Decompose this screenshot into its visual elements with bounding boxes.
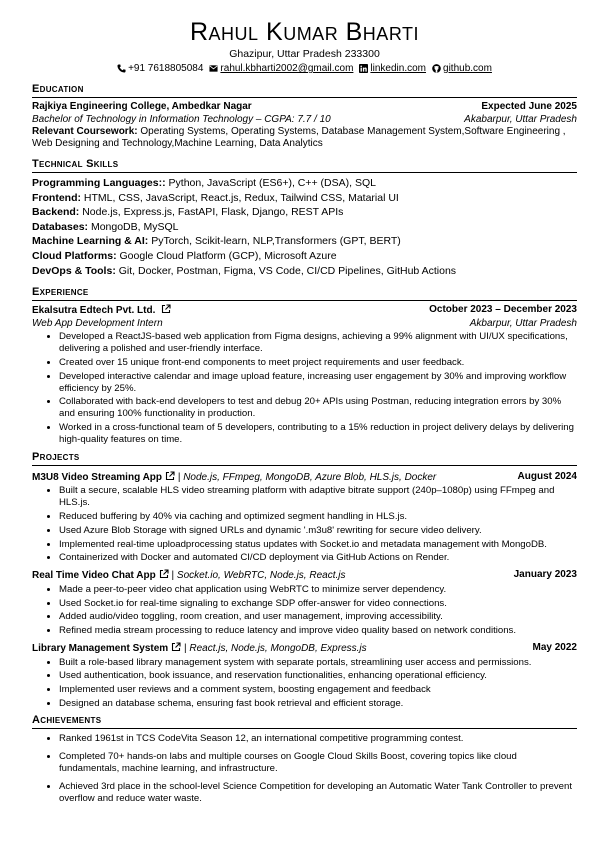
project-header <box>32 642 577 656</box>
skill-label: Machine Learning & AI: <box>32 235 149 248</box>
list-item: • Added audio/video toggling, room creation, and user management, improving accessibility. <box>59 611 577 623</box>
skill-value: Node.js, Express.js, FastAPI, Flask, Django, REST APIs <box>82 206 344 219</box>
project-tech: Socket.io, WebRTC, Node.js, React.js <box>176 570 346 582</box>
skill-label: Databases: <box>32 220 89 233</box>
envelope-icon <box>209 64 218 73</box>
github-contact[interactable] <box>432 62 492 75</box>
company-name: Ekalsutra Edtech Pvt. Ltd. <box>32 305 156 317</box>
project-name: Library Management System <box>32 643 169 655</box>
skill-label: Programming Languages:: <box>32 177 166 189</box>
contact-line <box>32 62 577 75</box>
list-item: • Built a role-based library management system with separate portals, streamlining user access and permissions. <box>59 657 577 669</box>
skill-value: Python, JavaScript (ES6+), C++ (DSA), SQL <box>168 177 376 189</box>
project-tech: Node.js, FFmpeg, MongoDB, Azure Blob, HLS.js, Docker <box>183 471 437 483</box>
skill-value: Google Cloud Platform (GCP), Microsoft Azure <box>119 249 337 262</box>
education-section <box>32 101 577 150</box>
list-item: • Reduced buffering by 40% via caching and optimized segment handling in HLS.js. <box>59 511 577 523</box>
school-location: Akabarpur, Uttar Pradesh <box>464 113 577 125</box>
external-link-icon[interactable] <box>165 471 175 481</box>
list-item: • Achieved 3rd place in the school-level Science Competition for developing an Automatic Water Tank Controller to prevent overflow and reduce water waste. <box>59 781 577 805</box>
list-item: • Completed 70+ hands-on labs and multiple courses on Google Cloud Skills Boost, covering topics like cloud fundamentals, machine learning, and infrastructure. <box>59 751 577 775</box>
list-item: • Developed interactive calendar and image upload feature, increasing user engagement by 30% and improving workflow efficiency by 25%. <box>59 371 577 395</box>
education-heading: Education <box>32 83 577 98</box>
project-header <box>32 569 577 583</box>
achievements-bullets <box>32 733 577 805</box>
project-date: May 2022 <box>532 642 577 654</box>
project-name: Real Time Video Chat App <box>32 570 156 582</box>
list-item: • Used Azure Blob Storage with signed URLs and dynamic '.m3u8' rewriting for secure video delivery. <box>59 525 577 537</box>
skills-heading: Technical Skills <box>32 158 577 173</box>
linkedin-link[interactable]: linkedin.com <box>370 63 427 74</box>
skill-row <box>32 234 577 249</box>
skill-label: Cloud Platforms: <box>32 249 117 262</box>
skill-row <box>32 191 577 206</box>
skills-section <box>32 176 577 278</box>
skill-label: Frontend: <box>32 191 81 204</box>
job-role: Web App Development Intern <box>32 317 163 329</box>
project-title-line <box>32 642 367 656</box>
project-date: January 2023 <box>513 569 577 581</box>
school-name: Rajkiya Engineering College, Ambedkar Nagar <box>32 101 252 112</box>
skill-row <box>32 264 577 279</box>
project-bullets <box>32 485 577 564</box>
list-item: • Ranked 1961st in TCS CodeVita Season 12, an international competitive programming contest. <box>59 733 577 745</box>
skill-row <box>32 220 577 235</box>
phone-number: +91 7618805084 <box>128 63 204 74</box>
external-link-icon[interactable] <box>159 569 169 579</box>
skill-label: Backend: <box>32 206 80 219</box>
skill-value: PyTorch, Scikit-learn, NLP,Transformers (GPT, BERT) <box>151 235 401 248</box>
github-icon <box>432 64 441 73</box>
project-name: M3U8 Video Streaming App <box>32 471 163 483</box>
external-link-icon[interactable] <box>161 304 171 314</box>
list-item: • Built a secure, scalable HLS video streaming platform with adaptive bitrate support (240p–1080p) using FFmpeg and HLS.js. <box>59 485 577 509</box>
experience-date: October 2023 – December 2023 <box>429 304 577 316</box>
list-item: • Developed a ReactJS-based web application from Figma designs, achieving a 99% alignment with UI/UX specifications, delivering a polished and user-friendly interface. <box>59 331 577 355</box>
degree: Bachelor of Technology in Information Technology – CGPA: 7.7 / 10 <box>32 113 331 125</box>
phone-icon <box>117 64 126 73</box>
project-title-line <box>32 569 346 583</box>
separator: | <box>177 471 184 483</box>
list-item: • Containerized with Docker and automated CI/CD deployment via GitHub Actions on Render. <box>59 552 577 564</box>
list-item: • Collaborated with back-end developers to test and debug 20+ APIs using Postman, reducing integration errors by 30% and ensuring 100% functionality in production. <box>59 396 577 420</box>
list-item: • Implemented real-time uploadprocessing status updates with Socket.io and metadata management with MongoDB. <box>59 539 577 551</box>
graduation-date: Expected June 2025 <box>481 101 577 112</box>
coursework-value: Operating Systems, Operating Systems, Database Management System,Software Engineering , Web Designing and Technology,Machine Learning, Data Analytics <box>32 126 566 149</box>
separator: | <box>171 570 177 582</box>
skill-row <box>32 249 577 264</box>
project-tech: React.js, Node.js, MongoDB, Express.js <box>189 643 367 655</box>
projects-section <box>32 471 577 710</box>
skill-value: MongoDB, MySQL <box>90 220 179 233</box>
skill-value: Git, Docker, Postman, Figma, VS Code, CI/CD Pipelines, GitHub Actions <box>118 264 457 277</box>
github-link[interactable]: github.com <box>443 63 492 74</box>
skill-row <box>32 176 577 191</box>
email-link[interactable]: rahul.kbharti2002@gmail.com <box>220 63 354 74</box>
list-item: • Refined media stream processing to reduce latency and improve video quality based on network conditions. <box>59 625 577 637</box>
job-location: Akbarpur, Uttar Pradesh <box>469 317 577 329</box>
external-link-icon[interactable] <box>171 642 181 652</box>
list-item: • Designed an database schema, ensuring fast book retrieval and efficient storage. <box>59 698 577 710</box>
project-bullets <box>32 584 577 637</box>
linkedin-contact[interactable] <box>359 62 426 75</box>
list-item: • Worked in a cross-functional team of 5 developers, contributing to a 15% reduction in project delivery delays by delivering high-quality features on time. <box>59 422 577 446</box>
skill-label: DevOps & Tools: <box>32 264 116 277</box>
achievements-heading: Achievements <box>32 714 577 729</box>
project-title-line <box>32 471 436 485</box>
list-item: • Used Socket.io for real-time signaling to exchange SDP offer-answer for video connections. <box>59 598 577 610</box>
candidate-name: Rahul Kumar Bharti <box>190 18 419 46</box>
coursework <box>32 126 577 150</box>
projects-heading: Projects <box>32 451 577 466</box>
skill-row <box>32 205 577 220</box>
skill-value: HTML, CSS, JavaScript, React.js, Redux, Tailwind CSS, Matarial UI <box>83 191 399 204</box>
linkedin-icon <box>359 64 368 73</box>
company-entry <box>32 304 171 318</box>
email-contact[interactable] <box>209 62 353 75</box>
project-header <box>32 471 577 485</box>
project-bullets <box>32 657 577 710</box>
experience-bullets <box>32 331 577 446</box>
list-item: • Implemented user reviews and a comment system, boosting engagement and feedback <box>59 684 577 696</box>
separator: | <box>183 643 190 655</box>
list-item: • Made a peer-to-peer video chat application using WebRTC to minimize server dependency. <box>59 584 577 596</box>
experience-section <box>32 304 577 446</box>
list-item: • Used authentication, book issuance, and reservation functionalities, enhancing operational efficiency. <box>59 670 577 682</box>
experience-heading: Experience <box>32 286 577 301</box>
list-item: • Created over 15 unique front-end components to meet project requirements and user feedback. <box>59 357 577 369</box>
project-date: August 2024 <box>517 470 577 482</box>
phone-contact[interactable] <box>117 62 203 75</box>
coursework-label: Relevant Coursework: <box>32 126 138 137</box>
address: Ghazipur, Uttar Pradesh 233300 <box>229 48 380 60</box>
